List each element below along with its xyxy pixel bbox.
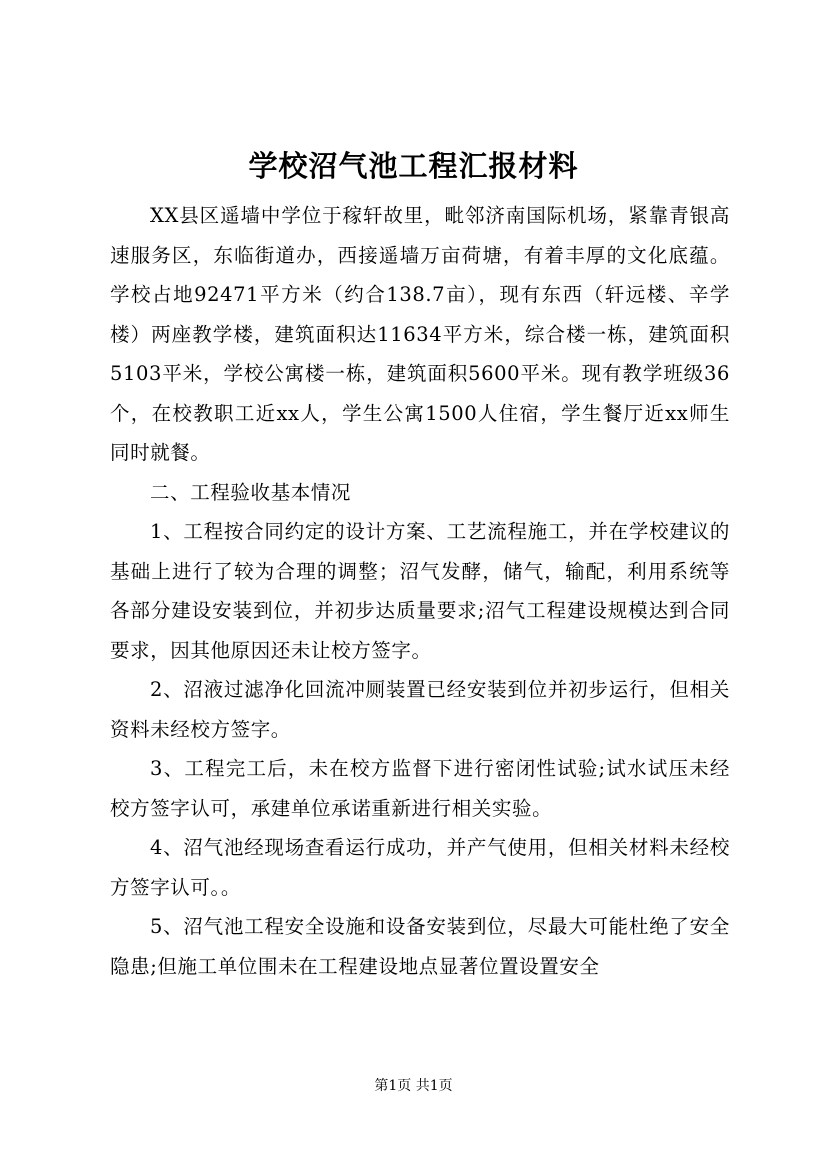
paragraph-item-1: 1、工程按合同约定的设计方案、工艺流程施工，并在学校建议的基础上进行了较为合理的调整；沼气发酵，储气，输配，利用系统等各部分建设安装到位，并初步达质量要求;沼气工程建设规模达到合同要求，因其他原因还未让校方签字。: [110, 520, 730, 662]
paragraph-item-4: 4、沼气池经现场查看运行成功，并产气使用，但相关材料未经校方签字认可。。: [110, 836, 730, 899]
paragraph-item-3: 3、工程完工后，未在校方监督下进行密闭性试验;试水试压未经校方签字认可，承建单位承诺重新进行相关实验。: [110, 757, 730, 820]
paragraph-item-5: 5、沼气池工程安全设施和设备安装到位，尽最大可能杜绝了安全隐患;但施工单位围未在工程建设地点显著位置设置安全: [110, 915, 730, 978]
document-body: [110, 196, 730, 986]
paragraph-intro: XX县区遥墙中学位于稼轩故里，毗邻济南国际机场，紧靠青银高速服务区，东临街道办，西接遥墙万亩荷塘，有着丰厚的文化底蕴。学校占地92471平方米（约合138.7亩），现有东西（轩远楼、辛学楼）两座教学楼，建筑面积达11634平方米，综合楼一栋，建筑面积5103平米，学校公寓楼一栋，建筑面积5600平米。现有教学班级36个，在校教职工近xx人，学生公寓1500人住宿，学生餐厅近xx师生同时就餐。: [110, 204, 730, 464]
page-footer: 第1页 共1页: [374, 1078, 453, 1094]
section-heading: 二、工程验收基本情况: [150, 480, 352, 504]
document-title: 学校沼气池工程汇报材料: [248, 149, 579, 183]
paragraph-item-2: 2、沼液过滤净化回流冲厕装置已经安装到位并初步运行，但相关资料未经校方签字。: [110, 678, 730, 741]
